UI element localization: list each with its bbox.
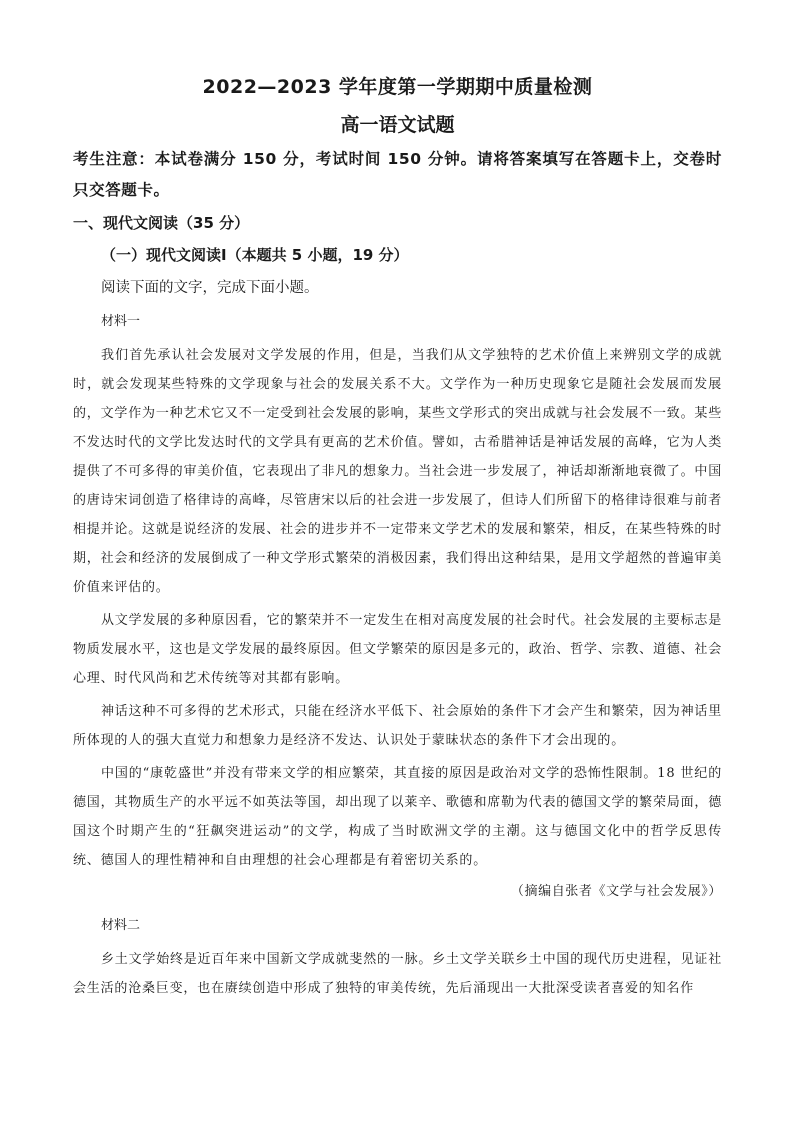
material-one-paragraph: 我们首先承认社会发展对文学发展的作用，但是，当我们从文学独特的艺术价值上来辨别文学的成就时，就会发现某些特殊的文学现象与社会的发展关系不大。文学作为一种历史现象它是随社会发展而发展的，文学作为一种艺术它又不一定受到社会发展的影响，某些文学形式的突出成就与社会发展不一致。某些不发达时代的文学比发达时代的文学具有更高的艺术价值。譬如，古希腊神话是神话发展的高峰，它为人类提供了不可多得的审美价值，它表现出了非凡的想象力。当社会进一步发展了，神话却渐渐地衰微了。中国的唐诗宋词创造了格律诗的高峰，尽管唐宋以后的社会进一步发展了，但诗人们所留下的格律诗很难与前者相提并论。这就是说经济的发展、社会的进步并不一定带来文学艺术的发展和繁荣，相反，在某些特殊的时期，社会和经济的发展倒成了一种文学形式繁荣的消极因素，我们得出这种结果，是用文学超然的普遍审美价值来评估的。 [73, 348, 722, 595]
exam-subtitle: 高一语文试题 [340, 114, 455, 136]
exam-title: 2022—2023 学年度第一学期期中质量检测 [202, 76, 593, 98]
material-two-label: 材料二 [101, 918, 141, 933]
material-one-paragraph: 中国的“康乾盛世”并没有带来文学的相应繁荣，其直接的原因是政治对文学的恐怖性限制。18 世纪的德国，其物质生产的水平远不如英法等国，却出现了以莱辛、歌德和席勒为代表的德国文学的繁荣局面，德国这个时期产生的“狂飙突进运动”的文学，构成了当时欧洲文学的主潮。这与德国文化中的哲学反思传统、德国人的理性精神和自由理想的社会心理都是有着密切关系的。 [73, 766, 722, 868]
material-one-source: （摘编自张者《文学与社会发展》） [510, 884, 722, 899]
material-one-label: 材料一 [101, 314, 141, 329]
section-heading: 一、现代文阅读（35 分） [73, 214, 250, 232]
reading-instruction: 阅读下面的文字，完成下面小题。 [101, 280, 319, 296]
material-two-paragraph: 乡土文学始终是近百年来中国新文学成就斐然的一脉。乡土文学关联乡土中国的现代历史进程，见证社会生活的沧桑巨变，也在赓续创造中形成了独特的审美传统，先后涌现出一大批深受读者喜爱的知名作 [73, 952, 723, 996]
material-one-paragraph: 神话这种不可多得的艺术形式，只能在经济水平低下、社会原始的条件下才会产生和繁荣，因为神话里所体现的人的强大直觉力和想象力是经济不发达、认识处于蒙昧状态的条件下才会出现的。 [73, 704, 723, 748]
subsection-heading: （一）现代文阅读Ⅰ（本题共 5 小题，19 分） [101, 246, 409, 264]
exam-notice: 考生注意：本试卷满分 150 分，考试时间 150 分钟。请将答案填写在答题卡上，交卷时只交答题卡。 [73, 150, 722, 199]
material-one-paragraph: 从文学发展的多种原因看，它的繁荣并不一定发生在相对高度发展的社会时代。社会发展的主要标志是物质发展水平，这也是文学发展的最终原因。但文学繁荣的原因是多元的，政治、哲学、宗教、道德、社会心理、时代风尚和艺术传统等对其都有影响。 [73, 613, 723, 686]
